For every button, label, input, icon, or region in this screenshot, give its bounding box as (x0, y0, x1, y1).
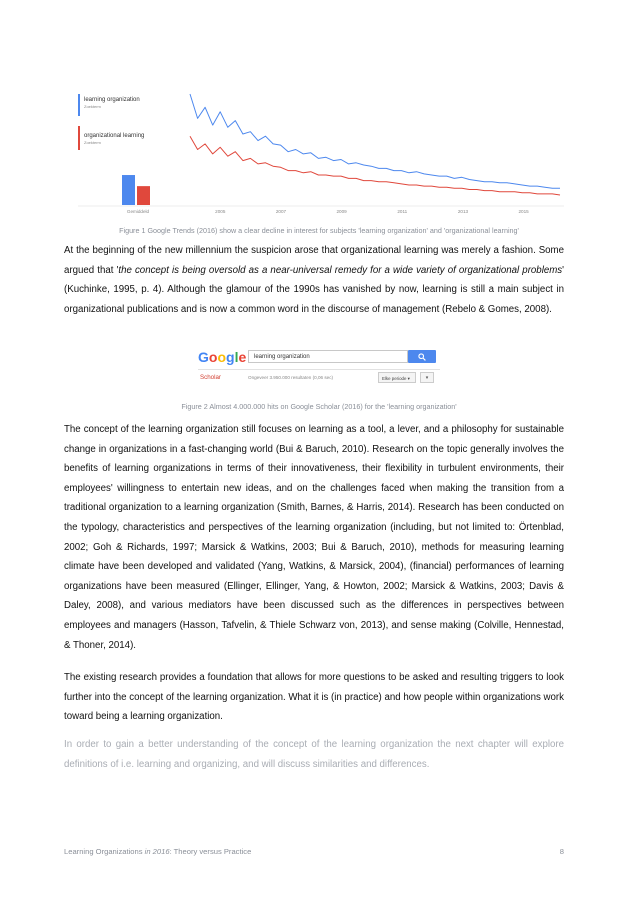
paragraph-4: In order to gain a better understanding of the concept of the learning organization the next chapter will explore definitions of i.e. learning and organizing, and will discuss similarities and differences. (64, 739, 564, 770)
logo-letter: l (234, 349, 239, 365)
footer-title-italic: in 2016 (144, 847, 170, 856)
google-scholar-screenshot (198, 347, 440, 389)
bar-label-gemiddeld: Gemiddeld (126, 209, 150, 214)
legend-sub-learning-organization: Zoekterm (84, 104, 101, 109)
average-bars (122, 175, 150, 205)
series-line-learning-organization (190, 94, 560, 188)
x-tick-label: 2011 (397, 209, 408, 214)
options-dropdown[interactable] (420, 372, 434, 383)
paragraph-2: The concept of the learning organization still focuses on learning as a tool, a lever, and a philosophy for sustainable change in organizations in a fast-changing world (Bui & Baruch, 2010). Research on the topic generally involves the benefits of learning organizations in terms of their innovativeness, their flexibility in turbulent environments, their employees' willingness to entertain new ideas, and on the challenges faced when making the transition from a traditional organization to a learning organization (Smith, Barnes, & Harris, 2014). Research has been conducted on the typology, characteristics and perspectives of the learning organization (including, but not limited to: Örtenblad, 2002; Goh & Richards, 1997; Marsick & Watkins, 2003; Bui & Baruch, 2010), methods for measuring learning climate have been developed and validated (Yang, Watkins, & Marsick, 2004), (financial) performances of learning organizations have been measured (Ellinger, Ellinger, Yang, & Howton, 2002; Marsick & Watkins, 2003; Davis & Daley, 2008), and various mediators have been discussed such as the differences in perspectives between employees and managers (Hasson, Tafvelin, & Thiele Schwarz von, 2013), and sense making (Colville, Hennestad, & Thoner, 2014). (64, 424, 564, 651)
chevron-down-icon: ▾ (425, 375, 429, 381)
x-tick-label: 2015 (518, 209, 529, 214)
scholar-label: Scholar (200, 374, 221, 381)
result-count: Ongeveer 3.950.000 resultaten (0,06 sec) (248, 375, 334, 380)
period-dropdown-label: Elke periode (382, 376, 407, 381)
search-input[interactable]: learning organization (248, 350, 408, 363)
p1-text-after: ' (Kuchinke, 1995, p. 4). Although the glamour of the 1990s has vanished by now, learning is still a main subject in organizational publications and is now a common word in the discourse of management (Rebelo & Gomes, 2008). (64, 264, 565, 315)
divider (198, 369, 440, 370)
p1-quote: the concept is being oversold as a near-universal remedy for a wide variety of organizational problems (118, 264, 563, 276)
legend-label-organizational-learning: organizational learning (84, 133, 145, 139)
p1-text-before: At the beginning of the new millennium the suspicion arose that organizational learning was merely a fashion. Some argued that ' (64, 245, 564, 276)
x-tick-label: 2007 (275, 209, 287, 214)
figure1-caption: Figure 1 Google Trends (2016) show a clear decline in interest for subjects 'learning organization' and 'organizational learning' (119, 226, 519, 235)
x-tick-label: 2009 (336, 209, 347, 214)
average-bar-organizational-learning (137, 186, 150, 205)
x-tick-label: 2013 (457, 209, 469, 214)
paragraph-3: The existing research provides a foundation that allows for more questions to be asked and resulting triggers to look further into the concept of the learning organization. What it is (in practice) and how people within organizations work toward being a learning organization. (64, 672, 564, 723)
logo-letter: G (198, 349, 209, 365)
search-button[interactable] (408, 350, 436, 363)
x-tick-label: 2005 (215, 209, 226, 214)
average-bar-learning-organization (122, 175, 135, 205)
logo-letter: e (238, 349, 247, 365)
x-ticks (215, 209, 529, 214)
legend-sub-organizational-learning: Zoekterm (84, 140, 101, 145)
period-dropdown[interactable]: Elke periode ▾ (378, 372, 416, 383)
logo-letter: g (226, 349, 235, 365)
page-number: 8 (559, 847, 564, 856)
footer-title-end: : Theory versus Practice (169, 847, 252, 856)
logo-letter: o (208, 349, 218, 365)
footer-title-start: Learning Organizations (64, 847, 145, 856)
figure2-caption: Figure 2 Almost 4.000.000 hits on Google Scholar (2016) for the 'learning organization' (181, 402, 457, 411)
legend-swatch-organizational-learning (78, 126, 80, 150)
trend-lines (190, 94, 560, 195)
series-line-organizational-learning (190, 136, 560, 195)
trends-svg (78, 88, 564, 216)
footer-title (64, 847, 251, 856)
logo-letter: o (217, 349, 227, 365)
google-logo (198, 349, 246, 365)
legend-label-learning-organization: learning organization (84, 97, 140, 103)
legend-swatch-learning-organization (78, 94, 80, 116)
paragraph-1 (64, 241, 564, 319)
search-icon (418, 353, 426, 361)
google-trends-chart (78, 88, 564, 216)
